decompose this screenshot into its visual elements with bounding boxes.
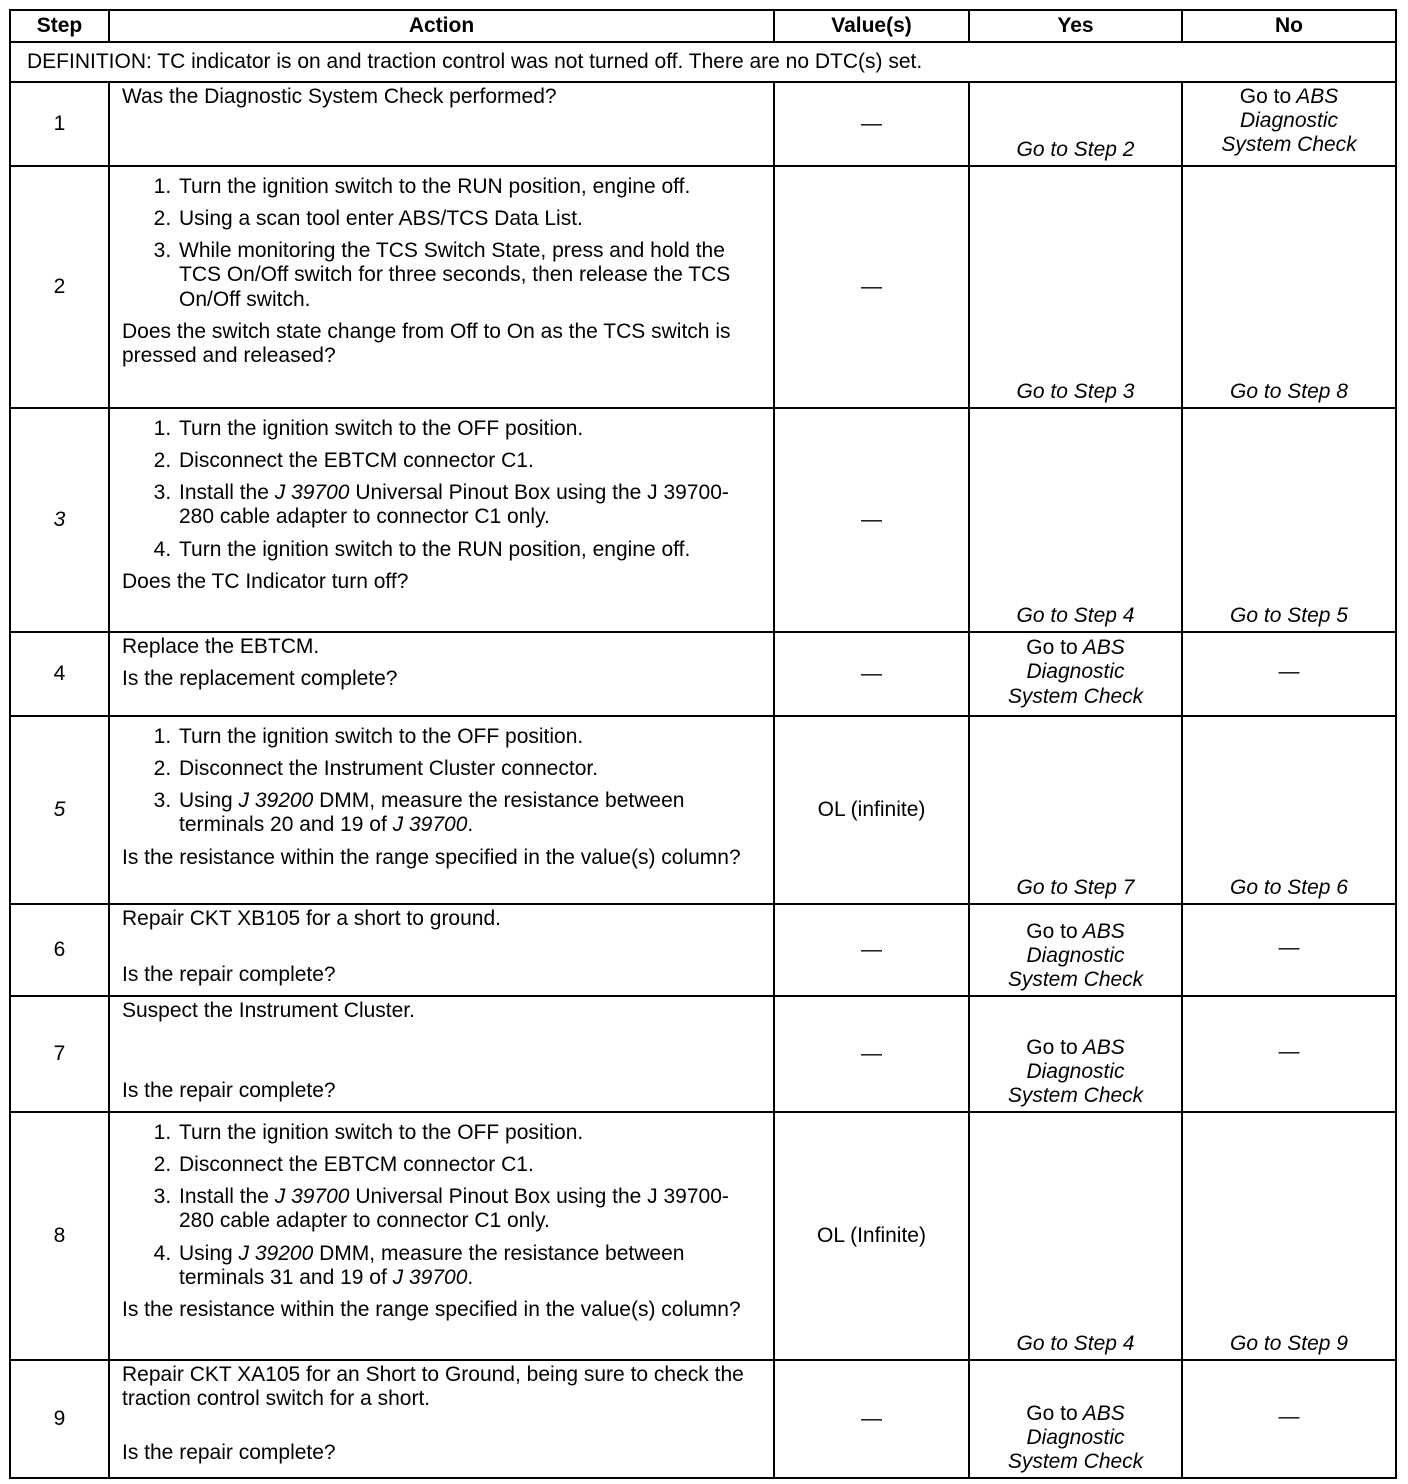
period: . bbox=[467, 1265, 474, 1289]
instruction-list bbox=[122, 725, 761, 838]
value-cell: — bbox=[774, 632, 969, 716]
question-text: Is the replacement complete? bbox=[122, 667, 398, 691]
header-action: Action bbox=[109, 10, 774, 42]
abs-text: ABS bbox=[1082, 1035, 1125, 1059]
no-cell: — bbox=[1182, 904, 1396, 996]
go-to-text: Go to bbox=[1026, 636, 1078, 660]
go-to-text: Go to bbox=[1026, 1035, 1078, 1059]
step-number: 7 bbox=[10, 996, 109, 1112]
no-cell: Go to Step 6 bbox=[1182, 716, 1396, 904]
question-text: Is the repair complete? bbox=[122, 1441, 336, 1465]
action-cell bbox=[109, 996, 774, 1112]
header-no: No bbox=[1182, 10, 1396, 42]
abs-text: ABS bbox=[1082, 919, 1125, 943]
header-values: Value(s) bbox=[774, 10, 969, 42]
yes-cell: Go to Step 4 bbox=[969, 408, 1182, 632]
instruction-item bbox=[177, 481, 761, 529]
step-number: 6 bbox=[10, 904, 109, 996]
action-text: Suspect the Instrument Cluster. bbox=[122, 999, 415, 1022]
action-cell bbox=[109, 1360, 774, 1478]
step-number: 1 bbox=[10, 82, 109, 166]
action-cell bbox=[109, 166, 774, 408]
instruction-item bbox=[177, 1185, 761, 1233]
diagnostic-text: Diagnostic bbox=[1239, 109, 1339, 133]
yes-cell: Go to Step 2 bbox=[969, 82, 1182, 166]
yes-cell bbox=[969, 632, 1182, 716]
action-cell bbox=[109, 632, 774, 716]
table-row bbox=[10, 996, 1396, 1112]
table-row bbox=[10, 716, 1396, 904]
step-number: 4 bbox=[10, 632, 109, 716]
period: . bbox=[467, 813, 474, 837]
value-cell: — bbox=[774, 996, 969, 1112]
tool-reference: J 39700 bbox=[274, 481, 350, 505]
install-text: Install the bbox=[179, 1185, 269, 1209]
value-cell: — bbox=[774, 166, 969, 408]
definition-row bbox=[10, 42, 1396, 82]
abs-text: ABS bbox=[1296, 85, 1339, 108]
using-text: Using bbox=[179, 1241, 233, 1265]
diagnostic-text: Diagnostic bbox=[1026, 1425, 1125, 1449]
action-text: Replace the EBTCM. bbox=[122, 635, 320, 658]
instruction-item: 2. Using a scan tool enter ABS/TCS Data List. bbox=[177, 207, 761, 231]
abs-text: ABS bbox=[1082, 636, 1125, 660]
table-row bbox=[10, 904, 1396, 996]
instruction-item: 1. Turn the ignition switch to the OFF position. bbox=[177, 417, 761, 441]
header-row bbox=[10, 10, 1396, 42]
instruction-item: 4. Turn the ignition switch to the RUN position, engine off. bbox=[177, 538, 761, 562]
step-number: 2 bbox=[10, 166, 109, 408]
value-cell: — bbox=[774, 408, 969, 632]
yes-cell bbox=[969, 1360, 1182, 1478]
instruction-item: 1. Turn the ignition switch to the OFF position. bbox=[177, 725, 761, 749]
no-cell: Go to Step 5 bbox=[1182, 408, 1396, 632]
question-text: Is the resistance within the range specified in the value(s) column? bbox=[122, 1297, 741, 1321]
diagnostic-text: Diagnostic bbox=[1026, 943, 1125, 967]
instruction-item bbox=[177, 789, 761, 837]
question-text: Is the repair complete? bbox=[122, 963, 336, 987]
system-check-text: System Check bbox=[1007, 1083, 1144, 1107]
system-check-text: System Check bbox=[1221, 133, 1357, 157]
action-text: Repair CKT XB105 for a short to ground. bbox=[122, 907, 501, 930]
no-cell: — bbox=[1182, 1360, 1396, 1478]
instruction-list bbox=[122, 175, 761, 312]
install-rest-text: Universal Pinout Box using the J 39700-280 cable adapter to connector C1 only. bbox=[179, 481, 729, 529]
instruction-item bbox=[177, 1242, 761, 1290]
step-number: 3 bbox=[10, 408, 109, 632]
go-to-text: Go to bbox=[1026, 1401, 1078, 1425]
no-cell: — bbox=[1182, 996, 1396, 1112]
action-text: Repair CKT XA105 for an Short to Ground, being sure to check the traction control switch for a short. bbox=[122, 1363, 744, 1411]
table-row bbox=[10, 82, 1396, 166]
value-cell: OL (Infinite) bbox=[774, 1112, 969, 1360]
action-cell bbox=[109, 82, 774, 166]
instruction-list bbox=[122, 417, 761, 562]
diagnostic-text: Diagnostic bbox=[1026, 660, 1125, 684]
question-text: Is the resistance within the range specified in the value(s) column? bbox=[122, 845, 741, 869]
action-cell bbox=[109, 716, 774, 904]
diagnostic-table-container bbox=[9, 9, 1395, 1476]
tool-reference: J 39700 bbox=[392, 1265, 468, 1289]
header-step: Step bbox=[10, 10, 109, 42]
no-cell: Go to Step 8 bbox=[1182, 166, 1396, 408]
system-check-text: System Check bbox=[1007, 967, 1144, 991]
value-cell: OL (infinite) bbox=[774, 716, 969, 904]
question-text: Was the Diagnostic System Check performed? bbox=[122, 85, 557, 108]
definition-text: DEFINITION: TC indicator is on and traction control was not turned off. There are no DTC(s) set. bbox=[10, 42, 1396, 82]
yes-cell: Go to Step 4 bbox=[969, 1112, 1182, 1360]
go-to-text: Go to bbox=[1239, 85, 1292, 108]
step-number: 8 bbox=[10, 1112, 109, 1360]
tool-reference: J 39200 bbox=[238, 789, 314, 813]
diagnostic-table bbox=[9, 9, 1397, 1479]
action-cell bbox=[109, 904, 774, 996]
value-cell: — bbox=[774, 1360, 969, 1478]
measure-text: DMM, measure the resistance between terminals 31 and 19 of bbox=[179, 1241, 685, 1289]
step-number: 9 bbox=[10, 1360, 109, 1478]
instruction-item: 3. While monitoring the TCS Switch State, press and hold the TCS On/Off switch for three seconds, then release the TCS On/Off switch. bbox=[177, 239, 761, 311]
table-row bbox=[10, 632, 1396, 716]
table-row bbox=[10, 408, 1396, 632]
value-cell: — bbox=[774, 904, 969, 996]
table-row bbox=[10, 166, 1396, 408]
go-to-text: Go to bbox=[1026, 919, 1078, 943]
system-check-text: System Check bbox=[1007, 1449, 1144, 1473]
abs-text: ABS bbox=[1082, 1401, 1125, 1425]
yes-cell bbox=[969, 904, 1182, 996]
install-text: Install the bbox=[179, 481, 269, 505]
diagnostic-text: Diagnostic bbox=[1026, 1059, 1125, 1083]
no-cell bbox=[1182, 82, 1396, 166]
instruction-item: 2. Disconnect the Instrument Cluster connector. bbox=[177, 757, 761, 781]
no-cell: Go to Step 9 bbox=[1182, 1112, 1396, 1360]
yes-cell: Go to Step 7 bbox=[969, 716, 1182, 904]
instruction-item: 2. Disconnect the EBTCM connector C1. bbox=[177, 449, 761, 473]
no-cell: — bbox=[1182, 632, 1396, 716]
tool-reference: J 39700 bbox=[274, 1185, 350, 1209]
question-text: Does the switch state change from Off to On as the TCS switch is pressed and released? bbox=[122, 319, 731, 367]
yes-cell bbox=[969, 996, 1182, 1112]
header-yes: Yes bbox=[969, 10, 1182, 42]
install-rest-text: Universal Pinout Box using the J 39700-280 cable adapter to connector C1 only. bbox=[179, 1185, 729, 1233]
tool-reference: J 39700 bbox=[392, 813, 468, 837]
system-check-text: System Check bbox=[1007, 684, 1144, 708]
value-cell: — bbox=[774, 82, 969, 166]
question-text: Is the repair complete? bbox=[122, 1079, 336, 1103]
action-cell bbox=[109, 1112, 774, 1360]
tool-reference: J 39200 bbox=[238, 1241, 314, 1265]
table-row bbox=[10, 1112, 1396, 1360]
question-text: Does the TC Indicator turn off? bbox=[122, 569, 409, 593]
step-number: 5 bbox=[10, 716, 109, 904]
instruction-item: 1. Turn the ignition switch to the RUN position, engine off. bbox=[177, 175, 761, 199]
measure-text: DMM, measure the resistance between terminals 20 and 19 of bbox=[179, 789, 685, 837]
yes-cell: Go to Step 3 bbox=[969, 166, 1182, 408]
instruction-item: 1. Turn the ignition switch to the OFF position. bbox=[177, 1121, 761, 1145]
instruction-item: 2. Disconnect the EBTCM connector C1. bbox=[177, 1153, 761, 1177]
action-cell bbox=[109, 408, 774, 632]
using-text: Using bbox=[179, 789, 233, 813]
table-row bbox=[10, 1360, 1396, 1478]
instruction-list bbox=[122, 1121, 761, 1290]
